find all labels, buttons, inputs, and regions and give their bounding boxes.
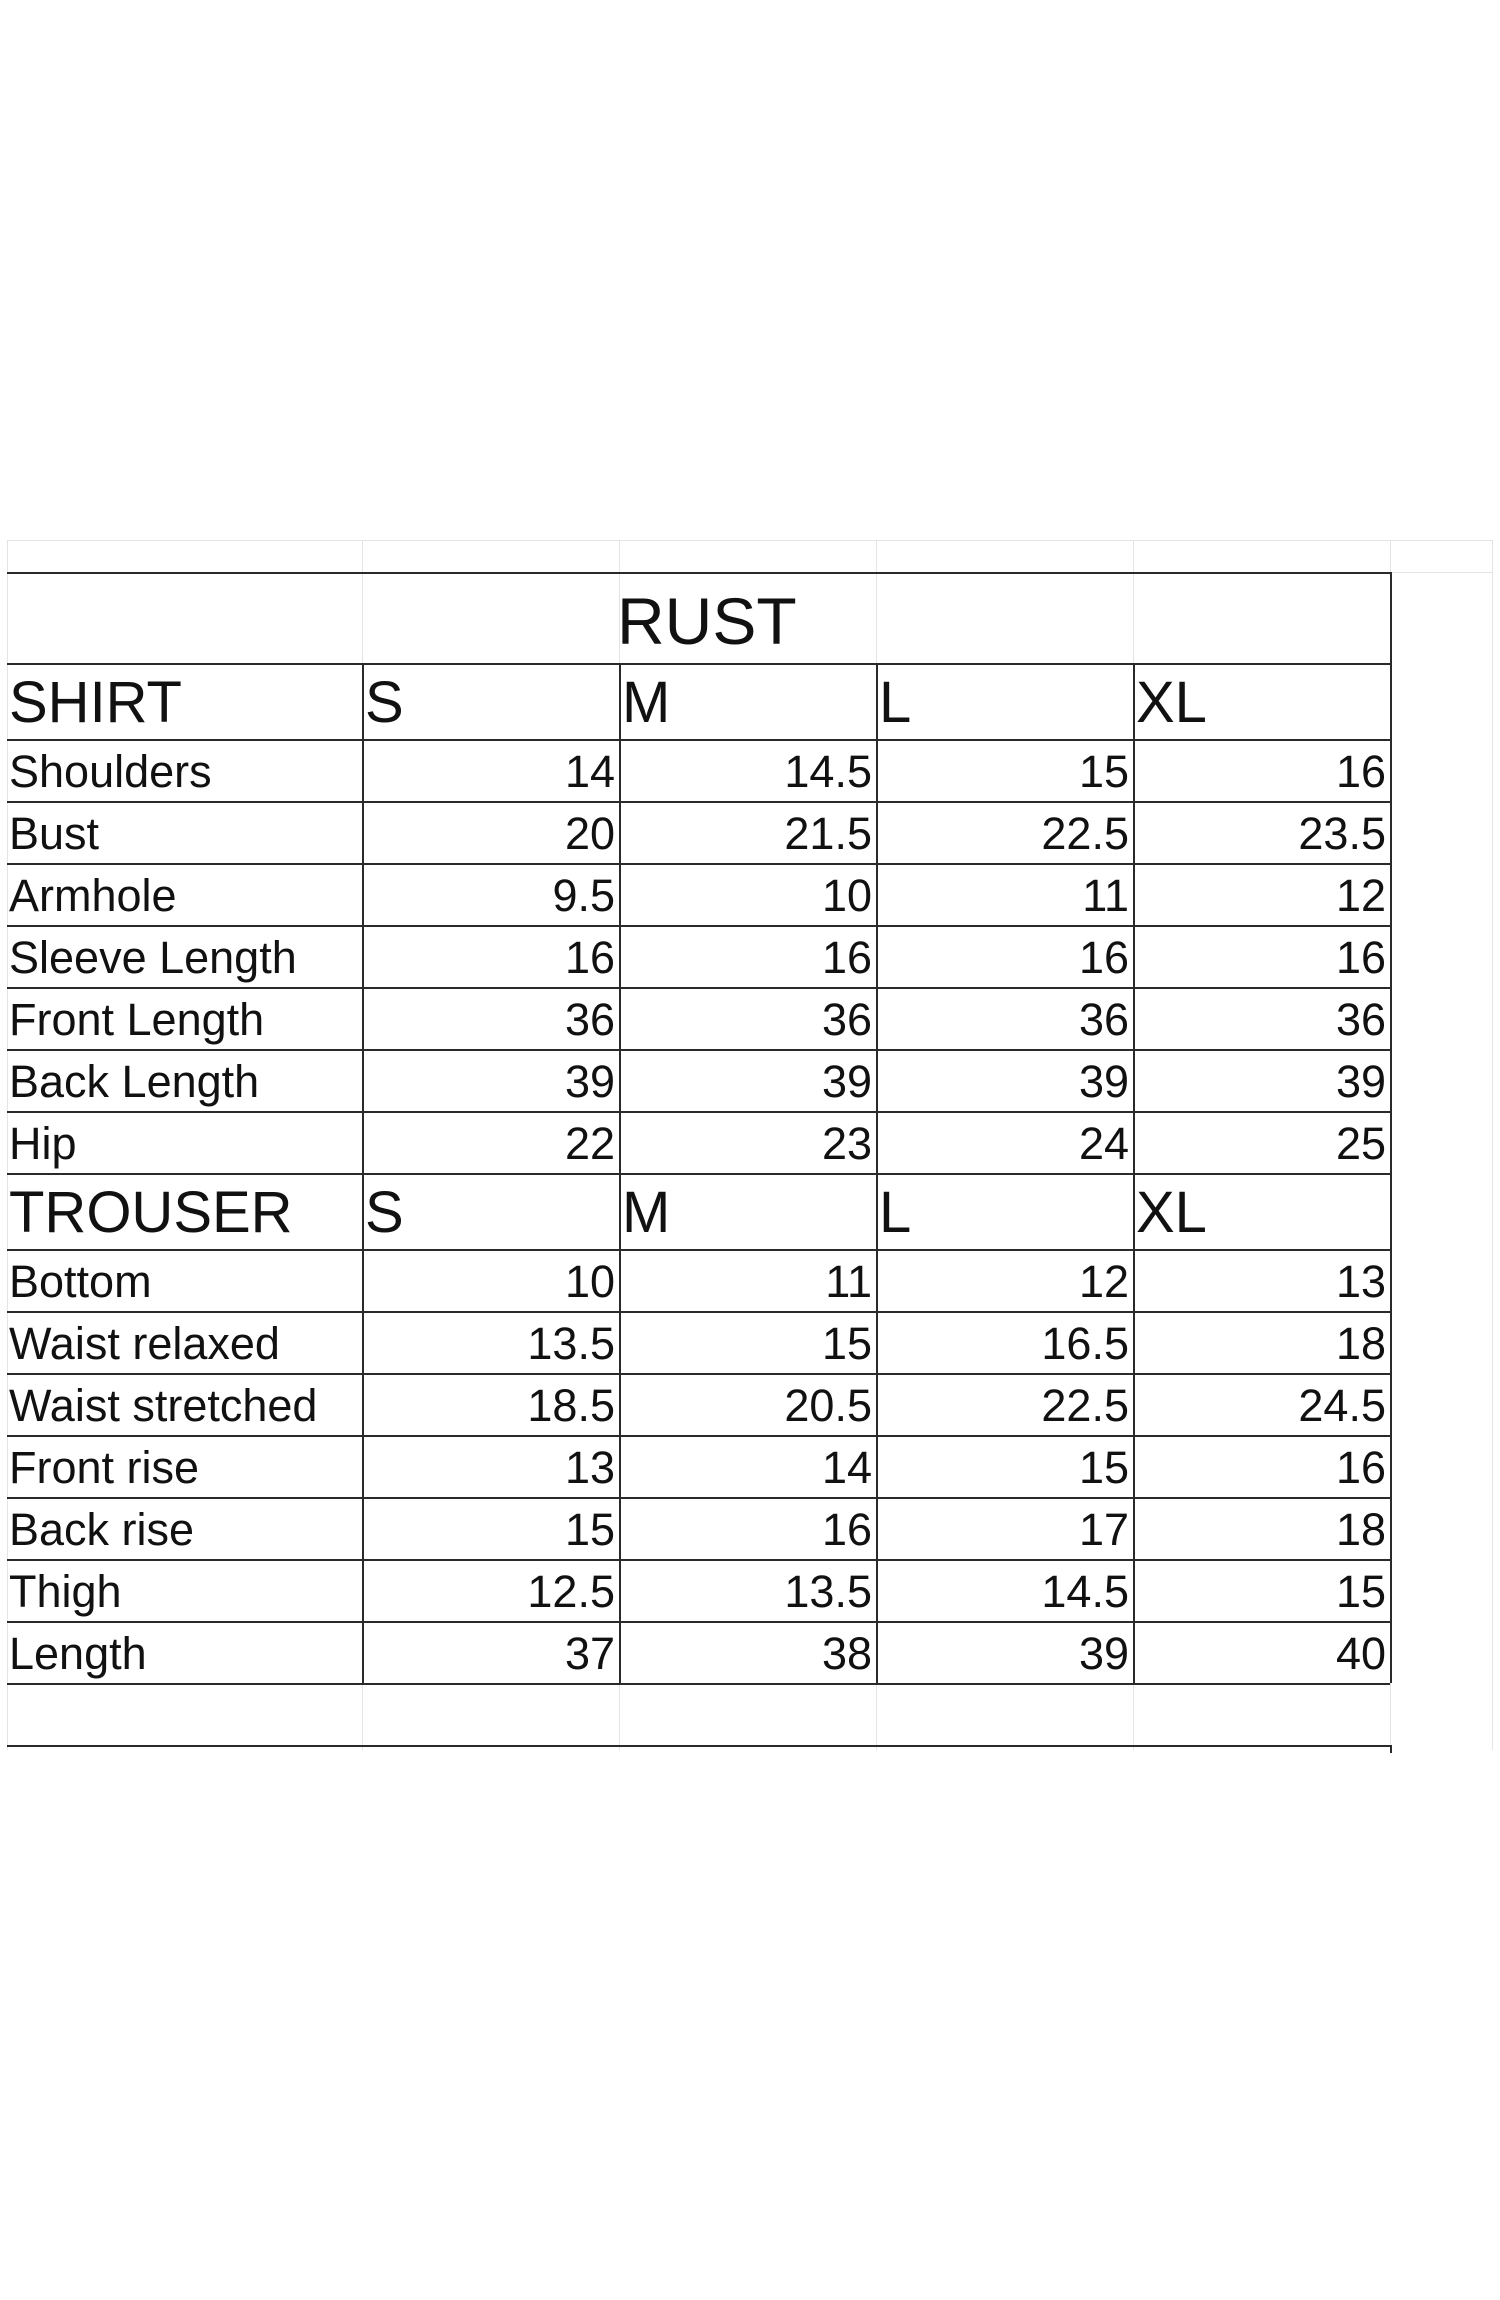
measurement-value: 11 (1082, 870, 1129, 921)
measurement-value: 16 (1078, 932, 1129, 983)
border-horizontal (7, 663, 1390, 665)
border-vertical (1390, 1373, 1392, 1435)
border-vertical (619, 1173, 621, 1249)
measurement-value: 39 (821, 1056, 872, 1107)
border-vertical (1390, 739, 1392, 801)
measurement-value: 12 (1078, 1256, 1129, 1307)
measurement-value: 14 (821, 1442, 872, 1493)
border-vertical (1390, 1497, 1392, 1559)
gridline-vertical (7, 540, 8, 1750)
border-vertical (1390, 1173, 1392, 1249)
measurement-value: 39 (1335, 1056, 1386, 1107)
gridline-vertical (619, 1683, 620, 1745)
border-vertical (362, 663, 364, 739)
size-header-l: L (879, 1180, 912, 1245)
gridline-vertical (1390, 1683, 1391, 1745)
measurement-value: 23.5 (1298, 808, 1386, 859)
border-vertical (876, 663, 878, 739)
measurement-value: 15 (564, 1504, 615, 1555)
measurement-value: 23 (821, 1118, 872, 1169)
gridline-horizontal (7, 540, 1492, 541)
row-label: Back rise (9, 1504, 195, 1555)
measurement-value: 14.5 (1041, 1566, 1129, 1617)
measurement-value: 12.5 (527, 1566, 615, 1617)
measurement-value: 18 (1335, 1318, 1386, 1369)
gridline-vertical (362, 1683, 363, 1745)
row-label: Back Length (9, 1056, 260, 1107)
measurement-value: 16 (564, 932, 615, 983)
border-horizontal (7, 739, 1390, 741)
measurement-value: 20.5 (784, 1380, 872, 1431)
measurement-value: 16 (821, 1504, 872, 1555)
measurement-value: 39 (1078, 1628, 1129, 1679)
measurement-value: 13 (1335, 1256, 1386, 1307)
row-label: Thigh (9, 1566, 122, 1617)
measurement-value: 11 (825, 1256, 872, 1307)
border-horizontal (7, 863, 1390, 865)
measurement-value: 17 (1078, 1504, 1129, 1555)
border-vertical (1390, 572, 1392, 663)
border-vertical (1390, 663, 1392, 739)
measurement-value: 24.5 (1298, 1380, 1386, 1431)
row-label: Waist stretched (9, 1380, 318, 1431)
border-vertical (1390, 1435, 1392, 1497)
border-vertical (1133, 1173, 1135, 1249)
border-horizontal (7, 1111, 1390, 1113)
measurement-value: 14.5 (784, 746, 872, 797)
size-header-m: M (622, 1180, 671, 1245)
border-horizontal (7, 1049, 1390, 1051)
border-horizontal (7, 801, 1390, 803)
border-vertical (876, 1173, 878, 1249)
gridline-vertical (1133, 1683, 1134, 1745)
border-vertical (362, 1173, 364, 1249)
size-header-xl: XL (1136, 1180, 1207, 1245)
border-horizontal (7, 925, 1390, 927)
measurement-value: 15 (1078, 746, 1129, 797)
measurement-value: 9.5 (552, 870, 615, 921)
section-header-trouser: TROUSER (9, 1180, 293, 1245)
size-chart-sheet (7, 540, 1493, 1760)
measurement-value: 16 (1335, 746, 1386, 797)
measurement-value: 14 (564, 746, 615, 797)
measurement-value: 22 (564, 1118, 615, 1169)
border-horizontal (7, 1559, 1390, 1561)
measurement-value: 15 (1335, 1566, 1386, 1617)
gridline-vertical (876, 1683, 877, 1745)
measurement-value: 38 (821, 1628, 872, 1679)
border-vertical (1390, 1111, 1392, 1173)
border-horizontal (7, 1173, 1390, 1175)
measurement-value: 18 (1335, 1504, 1386, 1555)
measurement-value: 20 (564, 808, 615, 859)
measurement-value: 36 (1078, 994, 1129, 1045)
measurement-value: 16 (821, 932, 872, 983)
measurement-value: 40 (1335, 1628, 1386, 1679)
border-vertical (1390, 1745, 1392, 1753)
row-label: Hip (9, 1118, 77, 1169)
measurement-value: 36 (564, 994, 615, 1045)
border-horizontal (7, 1497, 1390, 1499)
border-vertical (1133, 663, 1135, 739)
size-header-s: S (365, 670, 404, 735)
size-header-m: M (622, 670, 671, 735)
row-label: Front rise (9, 1442, 200, 1493)
row-label: Armhole (9, 870, 177, 921)
row-label: Bust (9, 808, 100, 859)
measurement-value: 13.5 (784, 1566, 872, 1617)
border-vertical (1390, 1311, 1392, 1373)
row-label: Length (9, 1628, 147, 1679)
border-vertical (1390, 1049, 1392, 1111)
border-horizontal (7, 1745, 1390, 1747)
gridline-vertical (1492, 540, 1493, 1750)
size-header-s: S (365, 1180, 404, 1245)
measurement-value: 10 (821, 870, 872, 921)
border-vertical (1390, 1621, 1392, 1683)
row-label: Bottom (9, 1256, 152, 1307)
row-label: Sleeve Length (9, 932, 297, 983)
border-vertical (1390, 801, 1392, 863)
measurement-value: 16 (1335, 1442, 1386, 1493)
measurement-value: 36 (821, 994, 872, 1045)
measurement-value: 39 (564, 1056, 615, 1107)
border-vertical (1390, 1249, 1392, 1311)
size-header-xl: XL (1136, 670, 1207, 735)
measurement-value: 24 (1078, 1118, 1129, 1169)
border-horizontal (7, 1435, 1390, 1437)
measurement-value: 22.5 (1041, 1380, 1129, 1431)
border-vertical (1390, 987, 1392, 1049)
border-horizontal (7, 1311, 1390, 1313)
measurement-value: 37 (564, 1628, 615, 1679)
border-horizontal (7, 572, 1390, 574)
table-title: RUST (617, 584, 797, 658)
measurement-value: 13 (564, 1442, 615, 1493)
measurement-value: 36 (1335, 994, 1386, 1045)
border-vertical (1390, 1559, 1392, 1621)
measurement-value: 39 (1078, 1056, 1129, 1107)
border-vertical (619, 663, 621, 739)
row-label: Shoulders (9, 746, 212, 797)
measurement-value: 15 (1078, 1442, 1129, 1493)
row-label: Waist relaxed (9, 1318, 280, 1369)
measurement-value: 15 (821, 1318, 872, 1369)
measurement-value: 16 (1335, 932, 1386, 983)
measurement-value: 18.5 (527, 1380, 615, 1431)
measurement-value: 13.5 (527, 1318, 615, 1369)
border-vertical (1390, 863, 1392, 925)
row-label: Front Length (9, 994, 265, 1045)
border-horizontal (7, 1621, 1390, 1623)
measurement-value: 16.5 (1041, 1318, 1129, 1369)
measurement-value: 21.5 (784, 808, 872, 859)
border-horizontal (7, 1683, 1390, 1685)
border-horizontal (7, 987, 1390, 989)
measurement-value: 12 (1335, 870, 1386, 921)
measurement-value: 22.5 (1041, 808, 1129, 859)
border-horizontal (7, 1249, 1390, 1251)
border-horizontal (7, 1373, 1390, 1375)
measurement-value: 25 (1335, 1118, 1386, 1169)
section-header-shirt: SHIRT (9, 670, 182, 735)
measurement-value: 10 (564, 1256, 615, 1307)
border-vertical (1390, 925, 1392, 987)
size-header-l: L (879, 670, 912, 735)
